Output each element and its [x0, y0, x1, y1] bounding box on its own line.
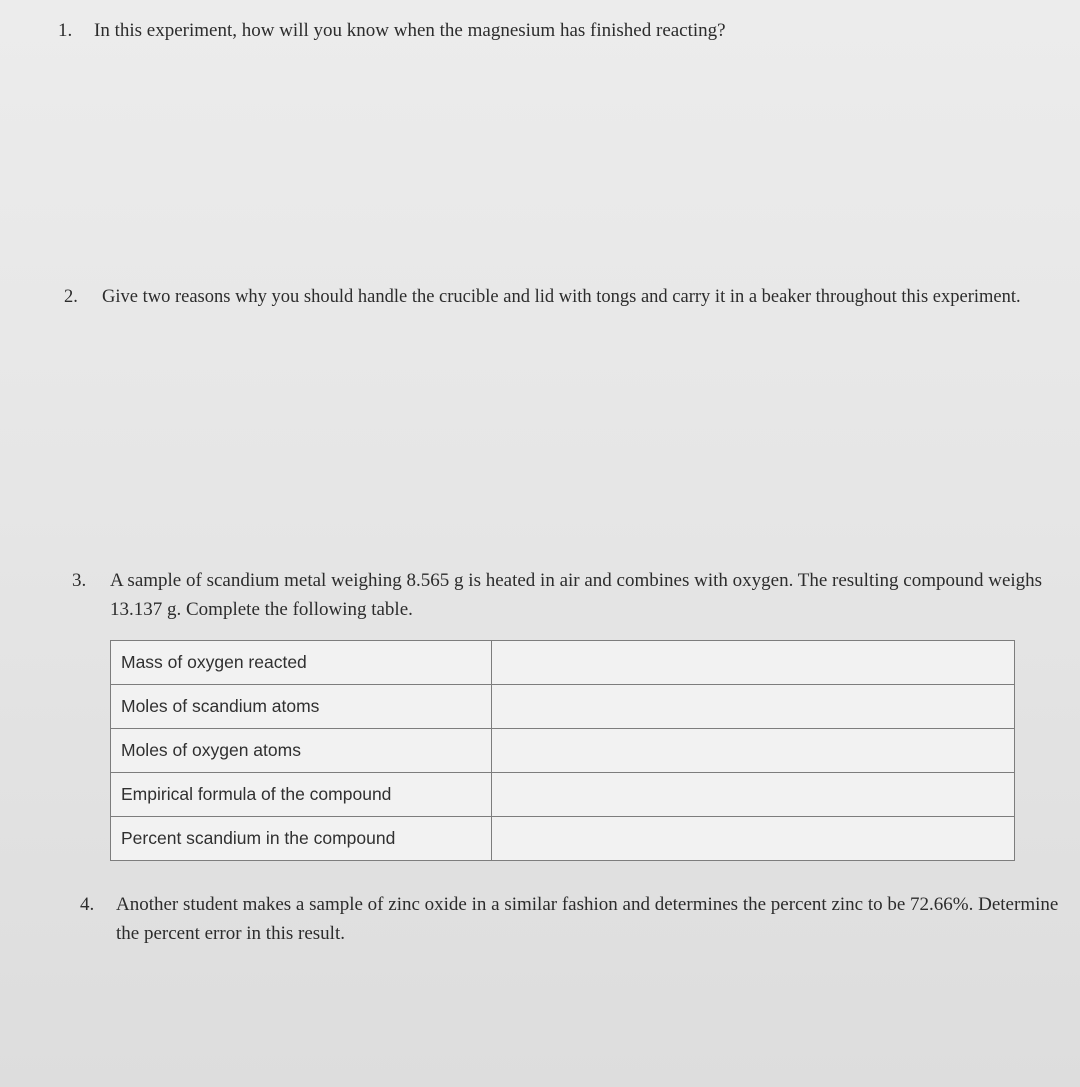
row-label: Mass of oxygen reacted: [111, 641, 492, 685]
table-row: [111, 729, 1015, 773]
row-label: Moles of scandium atoms: [111, 685, 492, 729]
answer-cell[interactable]: [491, 817, 1014, 861]
table-row: [111, 817, 1015, 861]
table-row: [111, 773, 1015, 817]
scandium-results-table: [110, 640, 1015, 861]
question-text: A sample of scandium metal weighing 8.565 g is heated in air and combines with oxygen. The resulting compound weighs 13.137 g. Complete the following table.: [110, 570, 1043, 620]
question-number: 3.: [72, 570, 87, 591]
answer-cell[interactable]: [491, 641, 1014, 685]
question-text: Give two reasons why you should handle the crucible and lid with tongs and carry it in a beaker throughout this experiment.: [102, 287, 1021, 307]
answer-cell[interactable]: [491, 773, 1014, 817]
table-row: [111, 641, 1015, 685]
question-number: 2.: [64, 287, 78, 307]
question-3: [72, 566, 1062, 624]
answer-cell[interactable]: [491, 685, 1014, 729]
row-label: Empirical formula of the compound: [111, 773, 492, 817]
row-label: Moles of oxygen atoms: [111, 729, 492, 773]
question-number: 1.: [58, 20, 73, 41]
row-label: Percent scandium in the compound: [111, 817, 492, 861]
question-number: 4.: [80, 894, 95, 915]
question-text: In this experiment, how will you know when the magnesium has finished reacting?: [94, 20, 726, 41]
question-4: [80, 890, 1070, 948]
table-row: [111, 685, 1015, 729]
answer-cell[interactable]: [491, 729, 1014, 773]
question-2: [64, 283, 1054, 312]
question-text: Another student makes a sample of zinc oxide in a similar fashion and determines the percent zinc to be 72.66%. Determine the percent error in this result.: [116, 894, 1059, 944]
question-1: [58, 16, 1038, 45]
